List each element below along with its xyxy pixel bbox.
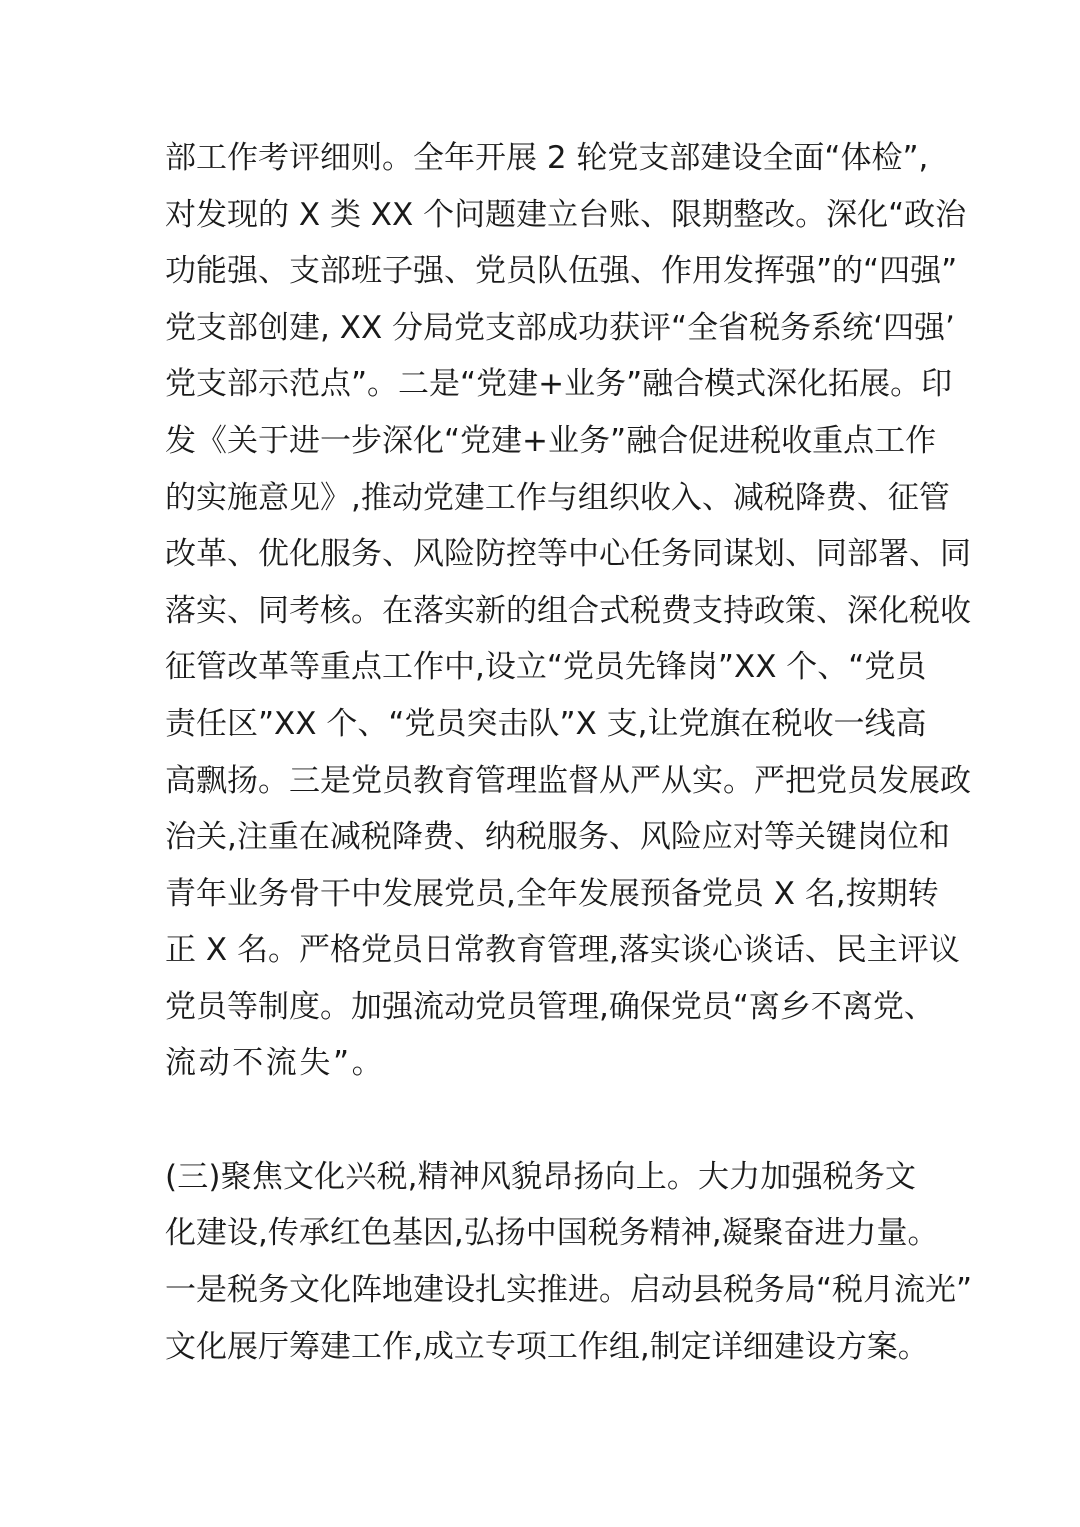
paragraph-line: (三)聚焦文化兴税,精神风貌昂扬向上。大力加强税务文 bbox=[165, 1159, 916, 1195]
paragraph-line: 化建设,传承红色基因,弘扬中国税务精神,凝聚奋进力量。 bbox=[165, 1215, 939, 1251]
paragraph-line: 部工作考评细则。全年开展 2 轮党支部建设全面“体检”, bbox=[165, 140, 929, 176]
paragraph-line: 文化展厅筹建工作,成立专项工作组,制定详细建设方案。 bbox=[165, 1329, 929, 1365]
paragraph-line: 改革、优化服务、风险防控等中心任务同谋划、同部署、同 bbox=[165, 536, 971, 572]
paragraph-line: 对发现的 X 类 XX 个问题建立台账、限期整改。深化“政治 bbox=[165, 197, 967, 233]
paragraph-line: 征管改革等重点工作中,设立“党员先锋岗”XX 个、“党员 bbox=[165, 649, 927, 685]
paragraph-line: 一是税务文化阵地建设扎实推进。启动县税务局“税月流光” bbox=[165, 1272, 973, 1308]
paragraph-line: 的实施意见》,推动党建工作与组织收入、减税降费、征管 bbox=[165, 480, 950, 516]
paragraph-line: 党员等制度。加强流动党员管理,确保党员“离乡不离党、 bbox=[165, 989, 935, 1025]
paragraph-line: 落实、同考核。在落实新的组合式税费支持政策、深化税收 bbox=[165, 593, 971, 629]
paragraph-line: 青年业务骨干中发展党员,全年发展预备党员 X 名,按期转 bbox=[165, 876, 939, 912]
paragraph-line: 发《关于进一步深化“党建+业务”融合促进税收重点工作 bbox=[165, 423, 937, 459]
paragraph-line: 功能强、支部班子强、党员队伍强、作用发挥强”的“四强” bbox=[165, 253, 958, 289]
paragraph-line: 责任区”XX 个、“党员突击队”X 支,让党旗在税收一线高 bbox=[165, 706, 927, 742]
paragraph-line: 高飘扬。三是党员教育管理监督从严从实。严把党员发展政 bbox=[165, 763, 971, 799]
paragraph-line: 党支部示范点”。二是“党建+业务”融合模式深化拓展。印 bbox=[165, 366, 953, 402]
paragraph-line: 治关,注重在减税降费、纳税服务、风险应对等关键岗位和 bbox=[165, 819, 950, 855]
paragraph-line-last: 流动不流失”。 bbox=[165, 1045, 386, 1081]
paragraph-line: 正 X 名。严格党员日常教育管理,落实谈心谈话、民主评议 bbox=[165, 932, 960, 968]
paragraph-line: 党支部创建, XX 分局党支部成功获评“全省税务系统‘四强’ bbox=[165, 310, 955, 346]
